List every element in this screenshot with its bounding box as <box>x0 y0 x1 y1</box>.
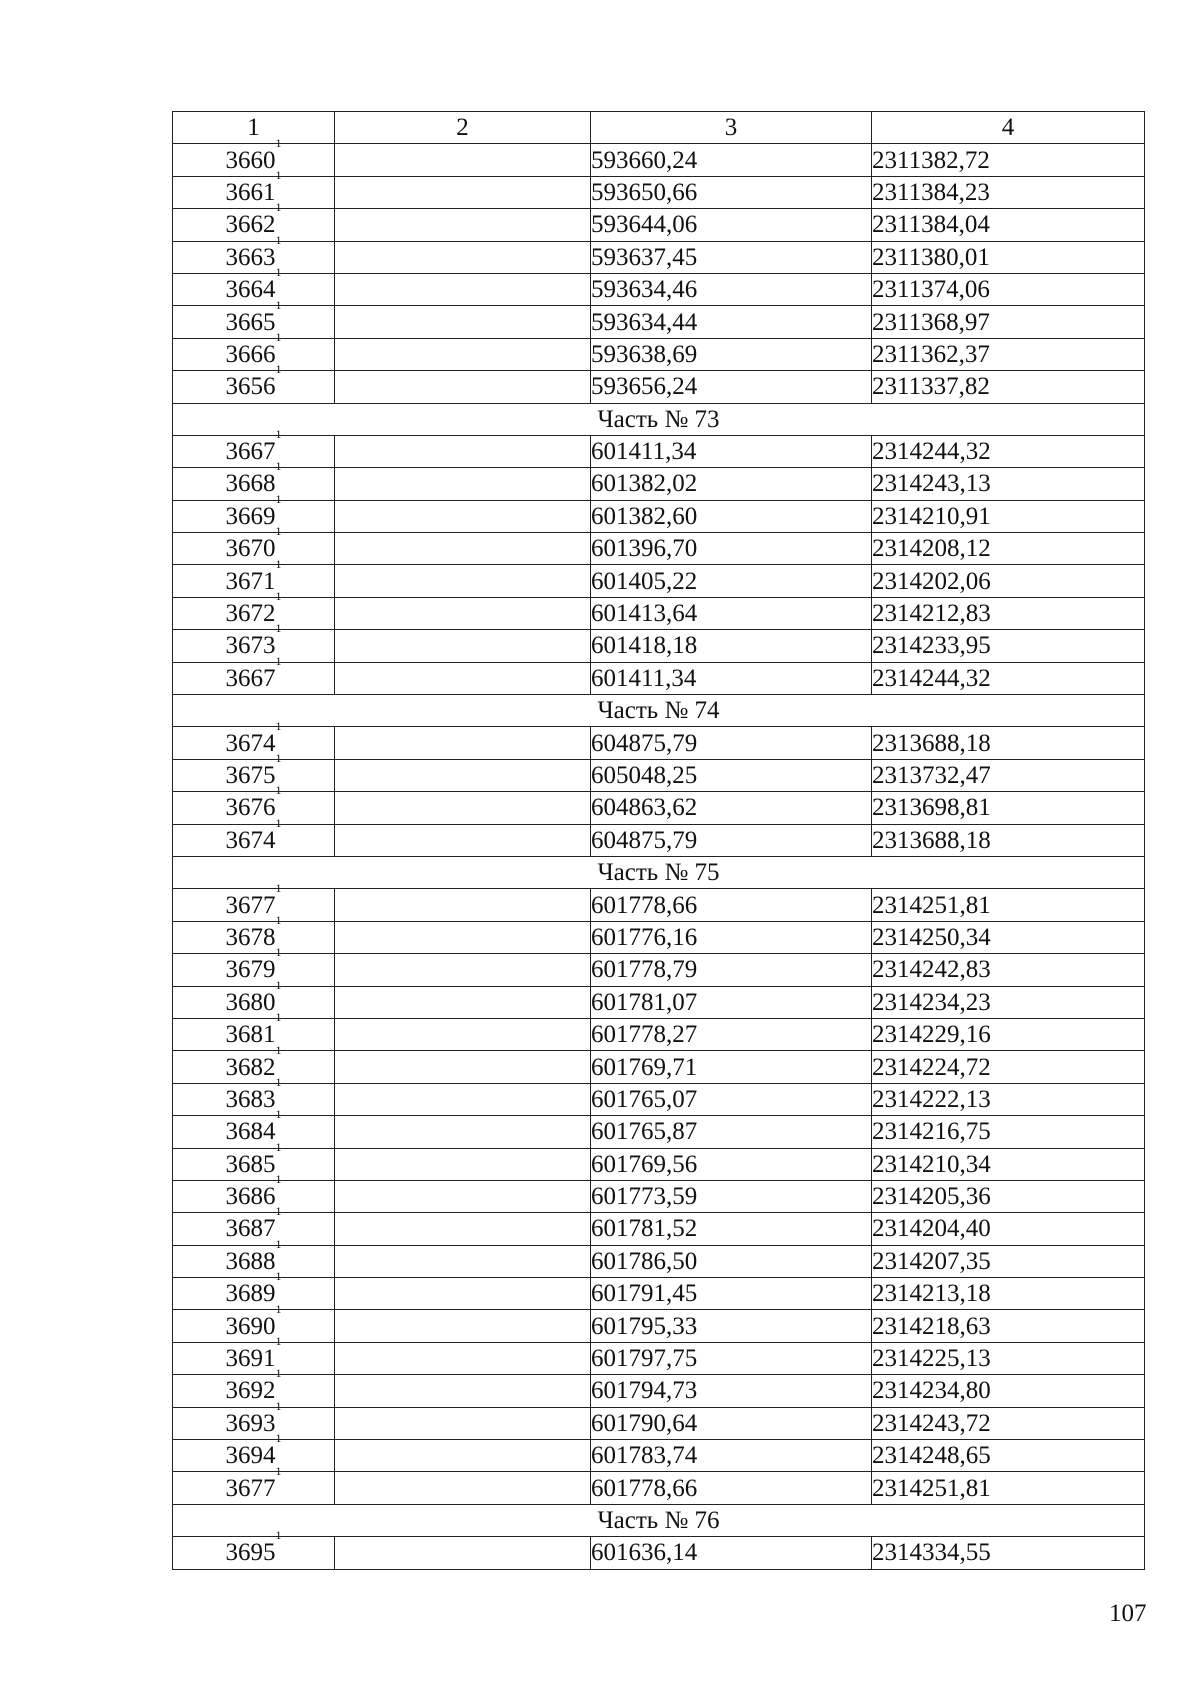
point-number-cell <box>173 1528 335 1569</box>
y-coordinate: 2313732,47 <box>872 759 1145 791</box>
x-coordinate: 604875,79 <box>591 727 872 759</box>
table-row <box>173 468 1145 500</box>
section-label: Часть № 75 <box>173 856 1145 888</box>
point-number-superscript: 1 <box>275 1204 282 1219</box>
point-number-cell <box>173 265 335 305</box>
y-coordinate: 2314243,72 <box>872 1407 1145 1439</box>
x-coordinate: 601797,75 <box>591 1342 872 1374</box>
point-number-cell <box>173 1172 335 1212</box>
y-coordinate: 2314251,81 <box>872 889 1145 921</box>
point-number-superscript: 1 <box>275 1334 282 1349</box>
point-number-cell <box>173 621 335 662</box>
point-number-superscript: 1 <box>275 1139 282 1154</box>
point-number-superscript: 1 <box>275 880 282 895</box>
point-number-cell <box>173 524 335 565</box>
table-row <box>173 1116 1145 1148</box>
y-coordinate: 2314213,18 <box>872 1278 1145 1310</box>
column-header: 3 <box>591 112 872 144</box>
point-number-cell <box>173 653 335 694</box>
point-number: 3694 <box>225 1442 276 1470</box>
table-row <box>173 1018 1145 1050</box>
table-row <box>173 1180 1145 1212</box>
empty-cell <box>335 1342 591 1374</box>
point-number-superscript: 1 <box>275 491 282 506</box>
table-row <box>173 889 1145 921</box>
point-number-superscript: 1 <box>275 1172 282 1187</box>
point-number-superscript: 1 <box>275 200 282 215</box>
y-coordinate: 2311380,01 <box>872 241 1145 273</box>
table-row <box>173 630 1145 662</box>
point-number-superscript: 1 <box>275 621 282 636</box>
empty-cell <box>335 759 591 791</box>
y-coordinate: 2311382,72 <box>872 144 1145 176</box>
point-number: 3664 <box>225 276 276 304</box>
x-coordinate: 593660,24 <box>591 144 872 176</box>
table-row <box>173 273 1145 305</box>
y-coordinate: 2313688,18 <box>872 824 1145 856</box>
y-coordinate: 2311374,06 <box>872 273 1145 305</box>
y-coordinate: 2314216,75 <box>872 1116 1145 1148</box>
y-coordinate: 2314204,40 <box>872 1213 1145 1245</box>
point-number: 3693 <box>225 1409 276 1437</box>
x-coordinate: 601765,87 <box>591 1116 872 1148</box>
point-number-superscript: 1 <box>275 1010 282 1025</box>
empty-cell <box>335 597 591 629</box>
point-number: 3686 <box>225 1183 276 1211</box>
point-number-cell <box>173 815 335 856</box>
x-coordinate: 605048,25 <box>591 759 872 791</box>
x-coordinate: 593637,45 <box>591 241 872 273</box>
x-coordinate: 601411,34 <box>591 662 872 694</box>
table-row <box>173 306 1145 338</box>
point-number: 3683 <box>225 1085 276 1113</box>
x-coordinate: 601765,07 <box>591 1083 872 1115</box>
point-number-cell <box>173 1107 335 1148</box>
point-number: 3666 <box>225 340 276 368</box>
point-number-superscript: 1 <box>275 1301 282 1316</box>
point-number: 3665 <box>225 308 276 336</box>
empty-cell <box>335 1245 591 1277</box>
x-coordinate: 601795,33 <box>591 1310 872 1342</box>
point-number-cell <box>173 977 335 1018</box>
x-coordinate: 601791,45 <box>591 1278 872 1310</box>
section-row <box>173 1504 1145 1536</box>
x-coordinate: 593638,69 <box>591 338 872 370</box>
point-number: 3667 <box>225 438 276 466</box>
y-coordinate: 2311337,82 <box>872 371 1145 403</box>
y-coordinate: 2314202,06 <box>872 565 1145 597</box>
table-row <box>173 435 1145 467</box>
point-number: 3689 <box>225 1280 276 1308</box>
point-number-superscript: 1 <box>275 167 282 182</box>
point-number: 3674 <box>225 729 276 757</box>
point-number-cell <box>173 589 335 629</box>
table-row <box>173 1245 1145 1277</box>
table-row <box>173 597 1145 629</box>
point-number-cell <box>173 1074 335 1115</box>
coordinates-table <box>172 111 1145 1570</box>
point-number-superscript: 1 <box>275 135 282 150</box>
point-number-superscript: 1 <box>275 977 282 992</box>
point-number-superscript: 1 <box>275 1528 282 1543</box>
point-number-cell <box>173 200 335 241</box>
empty-cell <box>335 565 591 597</box>
x-coordinate: 601781,52 <box>591 1213 872 1245</box>
empty-cell <box>335 1148 591 1180</box>
x-coordinate: 601778,66 <box>591 889 872 921</box>
table-row <box>173 759 1145 791</box>
y-coordinate: 2311384,23 <box>872 176 1145 208</box>
table-body <box>173 135 1145 1569</box>
point-number: 3656 <box>225 373 276 401</box>
y-coordinate: 2314210,34 <box>872 1148 1145 1180</box>
empty-cell <box>335 889 591 921</box>
empty-cell <box>335 435 591 467</box>
x-coordinate: 601382,02 <box>591 468 872 500</box>
point-number-cell <box>173 912 335 953</box>
point-number-superscript: 1 <box>275 524 282 539</box>
point-number: 3687 <box>225 1215 276 1243</box>
table-row <box>173 533 1145 565</box>
point-number-cell <box>173 1463 335 1504</box>
y-coordinate: 2314248,65 <box>872 1440 1145 1472</box>
x-coordinate: 604875,79 <box>591 824 872 856</box>
point-number-cell <box>173 362 335 403</box>
point-number-cell <box>173 135 335 176</box>
empty-cell <box>335 533 591 565</box>
section-label: Часть № 73 <box>173 403 1145 435</box>
point-number: 3682 <box>225 1053 276 1081</box>
section-row <box>173 695 1145 727</box>
point-number-superscript: 1 <box>275 815 282 830</box>
point-number-cell <box>173 880 335 921</box>
point-number-superscript: 1 <box>275 1269 282 1284</box>
empty-cell <box>335 1018 591 1050</box>
point-number-superscript: 1 <box>275 1042 282 1057</box>
x-coordinate: 601769,71 <box>591 1051 872 1083</box>
x-coordinate: 593656,24 <box>591 371 872 403</box>
table-row <box>173 1083 1145 1115</box>
column-header: 2 <box>335 112 591 144</box>
empty-cell <box>335 1537 591 1569</box>
x-coordinate: 601776,16 <box>591 921 872 953</box>
point-number-cell <box>173 1204 335 1245</box>
point-number: 3667 <box>225 664 276 692</box>
point-number-cell <box>173 491 335 532</box>
x-coordinate: 601790,64 <box>591 1407 872 1439</box>
empty-cell <box>335 338 591 370</box>
point-number: 3692 <box>225 1377 276 1405</box>
point-number-superscript: 1 <box>275 232 282 247</box>
y-coordinate: 2314244,32 <box>872 662 1145 694</box>
point-number-cell <box>173 1010 335 1050</box>
y-coordinate: 2314205,36 <box>872 1180 1145 1212</box>
section-row <box>173 856 1145 888</box>
x-coordinate: 601636,14 <box>591 1537 872 1569</box>
point-number-cell <box>173 945 335 986</box>
point-number-superscript: 1 <box>275 1398 282 1413</box>
empty-cell <box>335 1180 591 1212</box>
point-number-cell <box>173 232 335 273</box>
table-header-row <box>173 112 1145 144</box>
point-number-cell <box>173 427 335 467</box>
point-number-superscript: 1 <box>275 653 282 668</box>
table-row <box>173 1407 1145 1439</box>
empty-cell <box>335 1472 591 1504</box>
empty-cell <box>335 630 591 662</box>
section-row <box>173 403 1145 435</box>
empty-cell <box>335 727 591 759</box>
empty-cell <box>335 1083 591 1115</box>
table-row <box>173 1148 1145 1180</box>
empty-cell <box>335 1116 591 1148</box>
point-number-cell <box>173 1236 335 1277</box>
page-number: 107 <box>1109 1600 1147 1627</box>
point-number-superscript: 1 <box>275 945 282 960</box>
table-row <box>173 1278 1145 1310</box>
point-number-cell <box>173 1301 335 1342</box>
y-coordinate: 2311368,97 <box>872 306 1145 338</box>
point-number: 3679 <box>225 956 276 984</box>
empty-cell <box>335 306 591 338</box>
point-number: 3677 <box>225 1474 276 1502</box>
x-coordinate: 601783,74 <box>591 1440 872 1472</box>
x-coordinate: 601794,73 <box>591 1375 872 1407</box>
point-number-superscript: 1 <box>275 297 282 312</box>
y-coordinate: 2314234,80 <box>872 1375 1145 1407</box>
table-row <box>173 241 1145 273</box>
point-number-cell <box>173 1398 335 1439</box>
point-number: 3678 <box>225 923 276 951</box>
point-number: 3677 <box>225 891 276 919</box>
table-row <box>173 565 1145 597</box>
x-coordinate: 601773,59 <box>591 1180 872 1212</box>
point-number-cell <box>173 556 335 597</box>
empty-cell <box>335 500 591 532</box>
empty-cell <box>335 662 591 694</box>
table-row <box>173 1537 1145 1569</box>
x-coordinate: 593650,66 <box>591 176 872 208</box>
y-coordinate: 2314207,35 <box>872 1245 1145 1277</box>
point-number-cell <box>173 1431 335 1472</box>
empty-cell <box>335 1051 591 1083</box>
table-row <box>173 1051 1145 1083</box>
point-number-superscript: 1 <box>275 329 282 344</box>
point-number-cell <box>173 459 335 500</box>
point-number-cell <box>173 297 335 338</box>
point-number-superscript: 1 <box>275 459 282 474</box>
empty-cell <box>335 241 591 273</box>
point-number-superscript: 1 <box>275 1366 282 1381</box>
table-row <box>173 1310 1145 1342</box>
empty-cell <box>335 1310 591 1342</box>
empty-cell <box>335 176 591 208</box>
y-coordinate: 2314222,13 <box>872 1083 1145 1115</box>
point-number: 3662 <box>225 211 276 239</box>
table-row <box>173 1440 1145 1472</box>
y-coordinate: 2314233,95 <box>872 630 1145 662</box>
table-row <box>173 824 1145 856</box>
point-number-superscript: 1 <box>275 1431 282 1446</box>
column-header: 4 <box>872 112 1145 144</box>
table-row <box>173 986 1145 1018</box>
point-number: 3684 <box>225 1118 276 1146</box>
point-number: 3669 <box>225 502 276 530</box>
empty-cell <box>335 921 591 953</box>
x-coordinate: 604863,62 <box>591 792 872 824</box>
point-number-superscript: 1 <box>275 1107 282 1122</box>
point-number-superscript: 1 <box>275 783 282 798</box>
y-coordinate: 2314218,63 <box>872 1310 1145 1342</box>
y-coordinate: 2314225,13 <box>872 1342 1145 1374</box>
y-coordinate: 2314210,91 <box>872 500 1145 532</box>
empty-cell <box>335 1213 591 1245</box>
point-number-superscript: 1 <box>275 718 282 733</box>
table-row <box>173 1213 1145 1245</box>
y-coordinate: 2314234,23 <box>872 986 1145 1018</box>
table-row <box>173 500 1145 532</box>
x-coordinate: 593644,06 <box>591 209 872 241</box>
empty-cell <box>335 1375 591 1407</box>
point-number-superscript: 1 <box>275 556 282 571</box>
x-coordinate: 601411,34 <box>591 435 872 467</box>
table-row <box>173 371 1145 403</box>
x-coordinate: 601418,18 <box>591 630 872 662</box>
point-number-cell <box>173 783 335 824</box>
x-coordinate: 601778,27 <box>591 1018 872 1050</box>
table-row <box>173 338 1145 370</box>
x-coordinate: 601405,22 <box>591 565 872 597</box>
y-coordinate: 2314208,12 <box>872 533 1145 565</box>
y-coordinate: 2314229,16 <box>872 1018 1145 1050</box>
point-number: 3670 <box>225 535 276 563</box>
empty-cell <box>335 1407 591 1439</box>
point-number: 3672 <box>225 600 276 628</box>
point-number: 3685 <box>225 1150 276 1178</box>
table-row <box>173 1472 1145 1504</box>
point-number: 3673 <box>225 632 276 660</box>
point-number-superscript: 1 <box>275 912 282 927</box>
x-coordinate: 601413,64 <box>591 597 872 629</box>
x-coordinate: 601778,79 <box>591 954 872 986</box>
point-number: 3690 <box>225 1312 276 1340</box>
point-number: 3671 <box>225 567 276 595</box>
x-coordinate: 593634,44 <box>591 306 872 338</box>
empty-cell <box>335 371 591 403</box>
y-coordinate: 2314212,83 <box>872 597 1145 629</box>
y-coordinate: 2314224,72 <box>872 1051 1145 1083</box>
y-coordinate: 2311384,04 <box>872 209 1145 241</box>
point-number-cell <box>173 329 335 370</box>
point-number-superscript: 1 <box>275 751 282 765</box>
table-row <box>173 662 1145 694</box>
point-number-superscript: 1 <box>275 427 282 442</box>
table-row <box>173 921 1145 953</box>
empty-cell <box>335 468 591 500</box>
table-row <box>173 176 1145 208</box>
point-number-superscript: 1 <box>275 265 282 280</box>
point-number-superscript: 1 <box>275 1463 282 1478</box>
point-number: 3688 <box>225 1247 276 1275</box>
x-coordinate: 601781,07 <box>591 986 872 1018</box>
empty-cell <box>335 792 591 824</box>
point-number-cell <box>173 1366 335 1407</box>
y-coordinate: 2313688,18 <box>872 727 1145 759</box>
x-coordinate: 601778,66 <box>591 1472 872 1504</box>
point-number: 3663 <box>225 243 276 271</box>
table-row <box>173 792 1145 824</box>
table-row <box>173 1342 1145 1374</box>
empty-cell <box>335 954 591 986</box>
empty-cell <box>335 1278 591 1310</box>
point-number: 3661 <box>225 178 276 206</box>
y-coordinate: 2311362,37 <box>872 338 1145 370</box>
point-number-cell <box>173 1269 335 1310</box>
y-coordinate: 2314243,13 <box>872 468 1145 500</box>
point-number: 3668 <box>225 470 276 498</box>
table-row <box>173 954 1145 986</box>
empty-cell <box>335 986 591 1018</box>
y-coordinate: 2314251,81 <box>872 1472 1145 1504</box>
x-coordinate: 601396,70 <box>591 533 872 565</box>
table-row <box>173 727 1145 759</box>
empty-cell <box>335 144 591 176</box>
y-coordinate: 2314242,83 <box>872 954 1145 986</box>
column-header: 1 <box>173 112 335 144</box>
table-row <box>173 209 1145 241</box>
point-number-cell <box>173 1334 335 1374</box>
point-number: 3695 <box>225 1539 276 1567</box>
point-number: 3680 <box>225 988 276 1016</box>
y-coordinate: 2314244,32 <box>872 435 1145 467</box>
empty-cell <box>335 273 591 305</box>
point-number: 3681 <box>225 1021 276 1049</box>
point-number-superscript: 1 <box>275 1236 282 1251</box>
x-coordinate: 601382,60 <box>591 500 872 532</box>
empty-cell <box>335 1440 591 1472</box>
point-number: 3675 <box>225 762 276 789</box>
y-coordinate: 2314334,55 <box>872 1537 1145 1569</box>
section-label: Часть № 76 <box>173 1504 1145 1536</box>
point-number: 3691 <box>225 1345 276 1373</box>
section-label: Часть № 74 <box>173 695 1145 727</box>
empty-cell <box>335 209 591 241</box>
x-coordinate: 593634,46 <box>591 273 872 305</box>
point-number-cell <box>173 751 335 791</box>
table-row <box>173 1375 1145 1407</box>
point-number-cell <box>173 1042 335 1083</box>
point-number-superscript: 1 <box>275 589 282 604</box>
y-coordinate: 2314250,34 <box>872 921 1145 953</box>
x-coordinate: 601786,50 <box>591 1245 872 1277</box>
point-number: 3674 <box>225 826 276 854</box>
point-number-cell <box>173 167 335 208</box>
point-number-superscript: 1 <box>275 1074 282 1089</box>
point-number: 3676 <box>225 794 276 822</box>
empty-cell <box>335 824 591 856</box>
x-coordinate: 601769,56 <box>591 1148 872 1180</box>
point-number-cell <box>173 718 335 759</box>
y-coordinate: 2313698,81 <box>872 792 1145 824</box>
table-row <box>173 144 1145 176</box>
point-number-cell <box>173 1139 335 1180</box>
point-number: 3660 <box>225 146 276 174</box>
point-number-superscript: 1 <box>275 362 282 377</box>
